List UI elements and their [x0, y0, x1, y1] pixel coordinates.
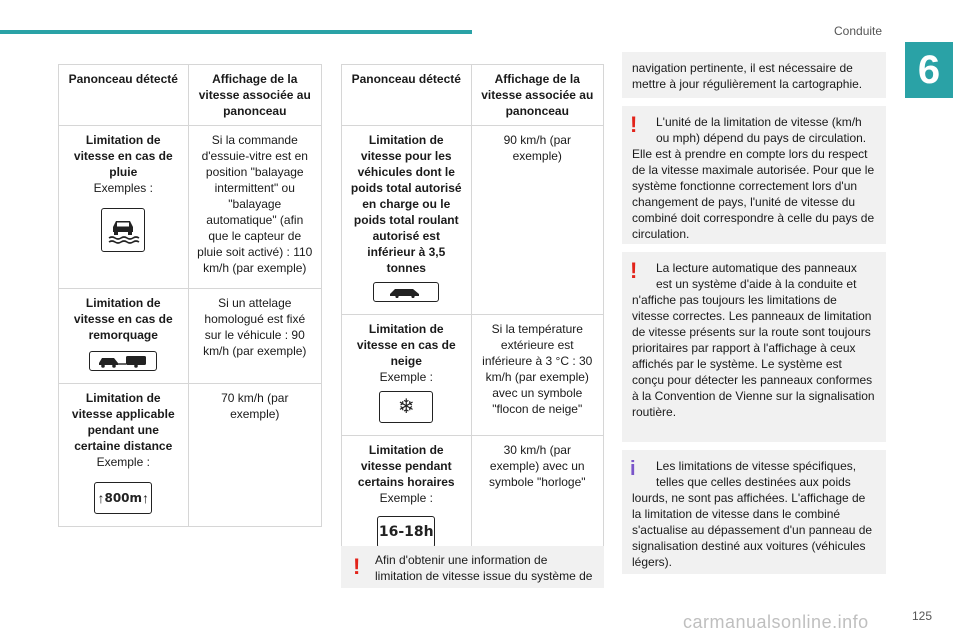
header-accent-bar: [0, 30, 472, 34]
row-title: Limitation de vitesse en cas de neige: [356, 322, 456, 368]
table-row: [342, 436, 604, 561]
warning-icon: !: [630, 258, 638, 283]
time-sign-icon: 16-18h: [377, 516, 435, 548]
row-value: 30 km/h (par exemple) avec un symbole "horloge": [471, 436, 603, 561]
speed-sign-table-left: [58, 64, 322, 527]
note-info-specific: i Les limitations de vitesse spécifiques, telles que celles destinées aux poids lourds, ne sont pas affichées. L'affichage de la limitation de vitesse dans le combiné s'actualise au dépassement d'un panneau de signalisation destiné aux voitures (véhicules légers).: [622, 450, 886, 574]
car-sign-icon: [373, 282, 439, 302]
note-warning-units: ! L'unité de la limitation de vitesse (km/h ou mph) dépend du pays de circulation. Elle est à prendre en compte lors du respect de la vitesse maximale autorisée. Pour que le système fonctionne correctement lors d'un changement de pays, l'unité de vitesse du combiné doit correspondre à celle du pays de circulation.: [622, 106, 886, 244]
table-row: [342, 126, 604, 315]
table-row: [59, 289, 322, 384]
info-icon: i: [630, 458, 636, 480]
snowflake-sign-icon: ❄: [379, 391, 433, 423]
table-row: [342, 315, 604, 436]
chapter-badge: 6: [905, 42, 953, 98]
table-row: [59, 384, 322, 527]
row-example-label: Exemple :: [379, 370, 433, 384]
row-title: Limitation de vitesse pendant certains horaires: [357, 443, 455, 489]
row-title: Limitation de vitesse en cas de remorquage: [73, 296, 173, 342]
watermark: carmanualsonline.info: [683, 612, 869, 632]
row-title: Limitation de vitesse en cas de pluie: [73, 133, 173, 179]
row-value: 90 km/h (par exemple): [471, 126, 603, 315]
col-header-display: Affichage de la vitesse associée au panonceau: [471, 65, 603, 126]
row-title: Limitation de vitesse applicable pendant une certaine distance: [71, 391, 175, 453]
speed-sign-table-right: [341, 64, 604, 561]
row-value: Si la température extérieure est inférieure à 3 °C : 30 km/h (par exemple) avec un symbole "flocon de neige": [471, 315, 603, 436]
note-warning-reading: ! La lecture automatique des panneaux est un système d'aide à la conduite et n'affiche pas toujours les limitations de vitesse correctes. Les panneaux de limitation de vitesse présents sur la route sont toujours prioritaires par rapport à l'affichage à ceux affichés par le système. Le système est conçu pour détecter les panneaux conformes à la Convention de Vienne sur la signalisation routière.: [622, 252, 886, 442]
warning-icon: !: [353, 554, 361, 579]
row-example-label: Exemple :: [96, 455, 150, 469]
table-row: [59, 126, 322, 289]
col-header-detected: Panonceau détecté: [342, 65, 472, 126]
warning-icon: !: [630, 112, 638, 137]
trailer-sign-icon: [89, 351, 157, 371]
row-value: Si la commande d'essuie-vitre est en position "balayage intermittent" ou "balayage automatique" (afin que le capteur de pluie soit activé) : 110 km/h (par exemple): [188, 126, 321, 289]
row-example-label: Exemple :: [379, 491, 433, 505]
section-title: Conduite: [834, 24, 883, 38]
page-number: 125: [912, 609, 933, 623]
col-header-display: Affichage de la vitesse associée au panonceau: [188, 65, 321, 126]
col-header-detected: Panonceau détecté: [59, 65, 189, 126]
note-cartography: navigation pertinente, il est nécessaire de mettre à jour régulièrement la cartographie.: [622, 52, 886, 98]
row-example-label: Exemples :: [93, 181, 153, 195]
row-value: 70 km/h (par exemple): [188, 384, 321, 527]
rain-sign-icon: [101, 208, 145, 252]
distance-sign-icon: ↑ 800m ↑: [94, 482, 152, 514]
row-value: Si un attelage homologué est fixé sur le véhicule : 90 km/h (par exemple): [188, 289, 321, 384]
row-title: Limitation de vitesse pour les véhicules dont le poids total autorisé en charge ou le poids total roulant autorisé est inférieur à 3,5 tonnes: [350, 133, 462, 275]
note-warning-navigation: ! Afin d'obtenir une information de limitation de vitesse issue du système de: [341, 546, 604, 588]
